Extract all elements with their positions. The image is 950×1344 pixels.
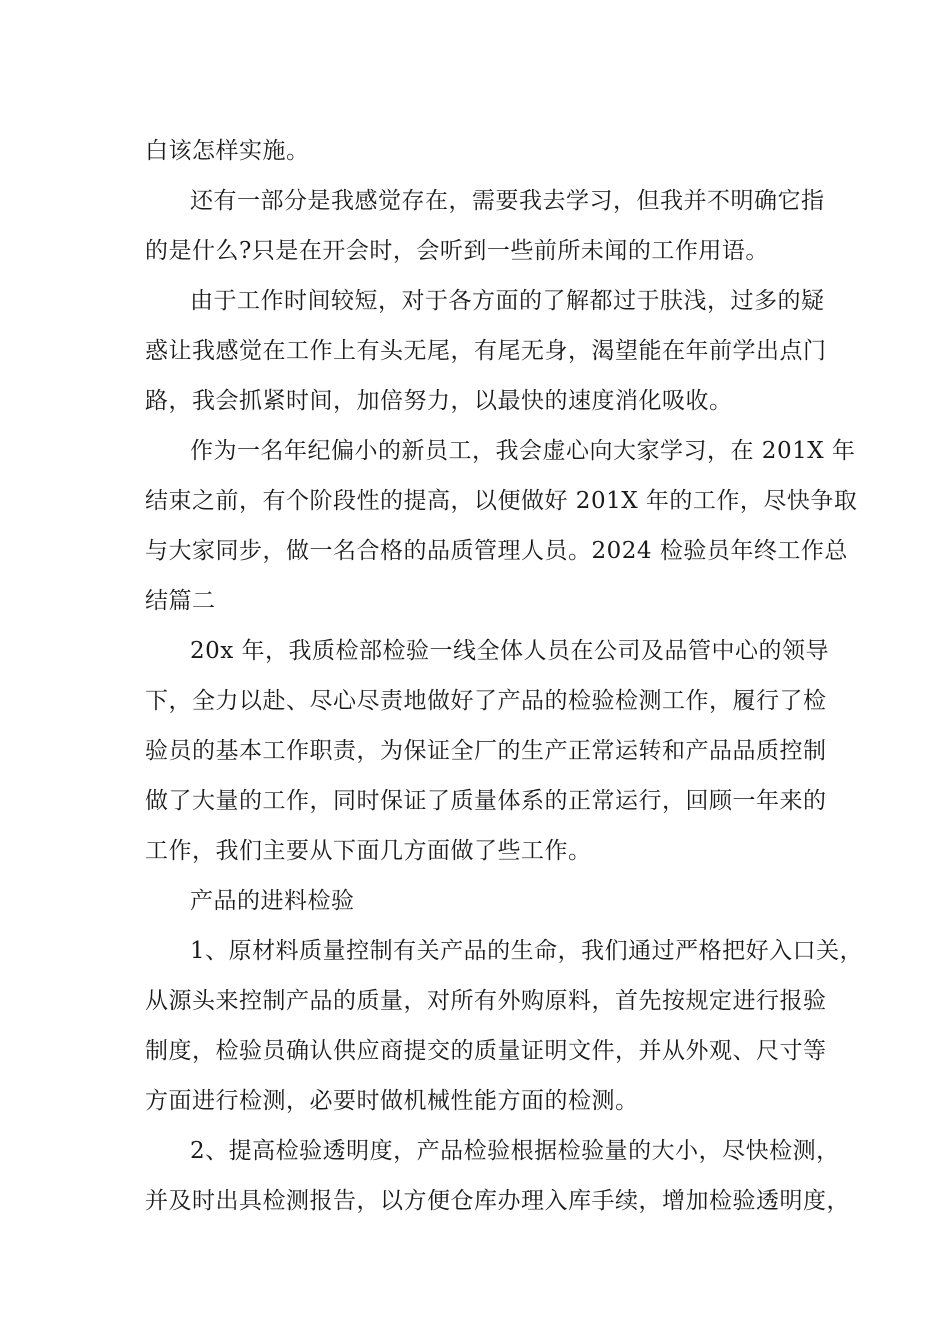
text-line: 白该怎样实施。 — [145, 138, 310, 164]
text-line: 还有一部分是我感觉存在，需要我去学习，但我并不明确它指 — [190, 188, 825, 214]
text-line: 由于工作时间较短，对于各方面的了解都过于肤浅，过多的疑 — [190, 288, 825, 314]
text-line: 工作，我们主要从下面几方面做了些工作。 — [145, 838, 592, 864]
text-line: 1、原材料质量控制有关产品的生命，我们通过严格把好入口关， — [190, 938, 864, 964]
text-line: 做了大量的工作，同时保证了质量体系的正常运行，回顾一年来的 — [145, 788, 827, 814]
text-line: 2、提高检验透明度，产品检验根据检验量的大小，尽快检测， — [190, 1138, 840, 1164]
section-heading: 产品的进料检验 — [190, 888, 355, 914]
text-line: 制度，检验员确认供应商提交的质量证明文件，并从外观、尺寸等 — [145, 1038, 827, 1064]
text-line: 验员的基本工作职责，为保证全厂的生产正常运转和产品品质控制 — [145, 738, 827, 764]
text-line: 路，我会抓紧时间，加倍努力，以最快的速度消化吸收。 — [145, 388, 733, 414]
text-line: 并及时出具检测报告，以方便仓库办理入库手续，增加检验透明度， — [145, 1188, 850, 1214]
text-line: 结束之前，有个阶段性的提高，以便做好 201X 年的工作，尽快争取 — [145, 488, 858, 514]
text-line: 方面进行检测，必要时做机械性能方面的检测。 — [145, 1088, 639, 1114]
text-line: 作为一名年纪偏小的新员工，我会虚心向大家学习，在 201X 年 — [190, 438, 856, 464]
text-line: 惑让我感觉在工作上有头无尾，有尾无身，渴望能在年前学出点门 — [145, 338, 827, 364]
text-line: 结篇二 — [145, 588, 216, 614]
text-line: 从源头来控制产品的质量，对所有外购原料，首先按规定进行报验 — [145, 988, 827, 1014]
text-line: 与大家同步，做一名合格的品质管理人员。2024 检验员年终工作总 — [145, 538, 848, 564]
text-line: 下，全力以赴、尽心尽责地做好了产品的检验检测工作，履行了检 — [145, 688, 827, 714]
text-line: 的是什么?只是在开会时，会听到一些前所未闻的工作用语。 — [145, 238, 769, 264]
text-line: 20x 年，我质检部检验一线全体人员在公司及品管中心的领导 — [190, 638, 830, 664]
